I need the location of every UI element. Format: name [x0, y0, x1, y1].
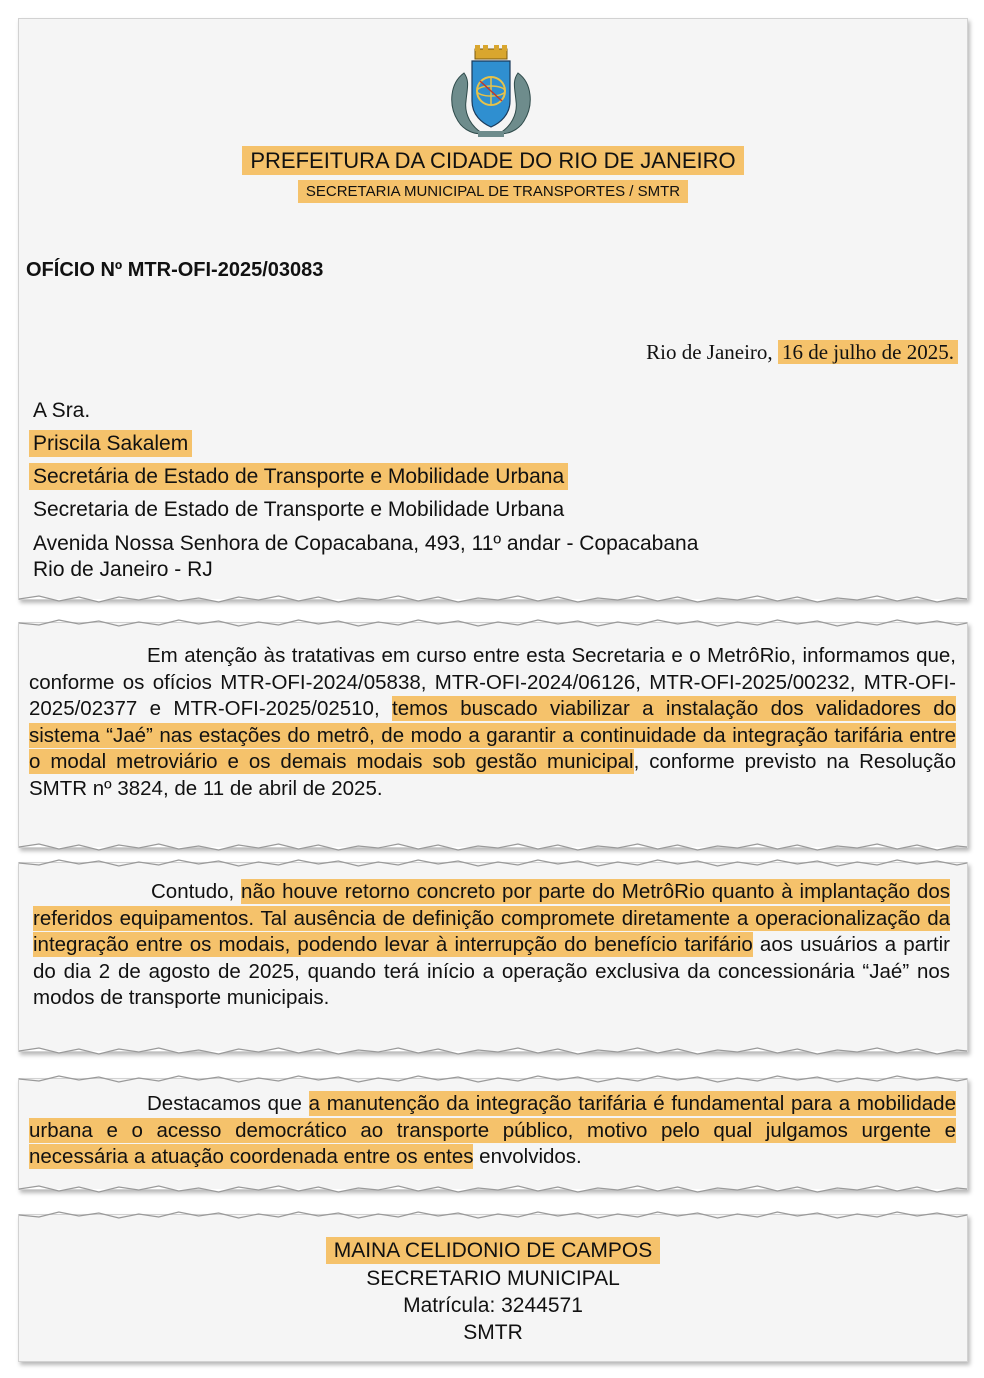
- city-coat-of-arms-icon: [442, 43, 540, 141]
- paragraph-card-1: [18, 622, 968, 848]
- torn-edge-divider: [19, 1044, 967, 1058]
- recipient-salutation: A Sra.: [33, 399, 91, 422]
- torn-edge-divider: [19, 592, 967, 606]
- recipient-address: Avenida Nossa Senhora de Copacabana, 493, 11º andar - Copacabana: [33, 532, 699, 555]
- torn-edge-divider: [19, 616, 967, 630]
- paragraph-2-highlight: não houve retorno concreto por parte do MetrôRio quanto à implantação dos referidos equipamentos. Tal ausência de definição compromete diretamente a operacionalização da integração entre os modais, podendo levar à interrupção do benefício tarifário: [33, 880, 950, 956]
- paragraph-1-highlight: temos buscado viabilizar a instalação dos validadores do sistema “Jaé” nas estações do metrô, de modo a garantir a continuidade da integração tarifária entre o modal metroviário e os demais modais sob gestão municipal: [29, 697, 957, 773]
- date-value: 16 de julho de 2025.: [778, 340, 958, 364]
- prefeitura-heading: PREFEITURA DA CIDADE DO RIO DE JANEIRO: [19, 145, 967, 177]
- signature-card: [18, 1214, 968, 1362]
- signatory-role: SECRETARIO MUNICIPAL: [366, 1267, 620, 1290]
- torn-edge-divider: [19, 840, 967, 854]
- torn-edge-divider: [19, 1208, 967, 1222]
- letter-date: [646, 337, 958, 367]
- recipient-city: Rio de Janeiro - RJ: [33, 558, 213, 581]
- paragraph-1: Em atenção às tratativas em curso entre esta Secretaria e o MetrôRio, informamos que, conforme os ofícios MTR-OFI-2024/05838, MTR-OFI-2024/06126, MTR-OFI-2025/00232, MTR-OFI-2025/02377 e MTR-OFI-2025/02510, temos buscado viabilizar a instalação dos validadores do sistema “Jaé” nas estações do metrô, de modo a garantir a continuidade da integração tarifária entre o modal metroviário e os demais modais sob gestão municipal, conforme previsto na Resolução SMTR nº 3824, de 11 de abril de 2025.: [29, 644, 957, 800]
- torn-edge-divider: [19, 1182, 967, 1196]
- oficio-number: OFÍCIO Nº MTR-OFI-2025/03083: [26, 259, 324, 281]
- date-prefix: Rio de Janeiro,: [646, 340, 773, 364]
- torn-edge-divider: [19, 856, 967, 870]
- torn-edge-divider: [19, 1072, 967, 1086]
- secretaria-subheading: SECRETARIA MUNICIPAL DE TRANSPORTES / SMTR: [19, 179, 967, 205]
- recipient-title: Secretária de Estado de Transporte e Mobilidade Urbana: [33, 463, 568, 491]
- signatory-name: MAINA CELIDONIO DE CAMPOS: [19, 1237, 967, 1264]
- signatory-org: SMTR: [463, 1321, 523, 1344]
- paragraph-3-highlight: a manutenção da integração tarifária é fundamental para a mobilidade urbana e o acesso democrático ao transporte público, motivo pelo qual julgamos urgente e necessária a atuação coordenada entre os entes: [29, 1092, 956, 1168]
- paragraph-card-2: [18, 862, 968, 1052]
- paragraph-2: Contudo, não houve retorno concreto por parte do MetrôRio quanto à implantação dos referidos equipamentos. Tal ausência de definição compromete diretamente a operacionalização da integração entre os modais, podendo levar à interrupção do benefício tarifário aos usuários a partir do dia 2 de agosto de 2025, quando terá início a operação exclusiva da concessionária “Jaé” nos modos de transporte municipais.: [33, 880, 950, 1009]
- recipient-name: Priscila Sakalem: [33, 430, 192, 458]
- recipient-organization: Secretaria de Estado de Transporte e Mobilidade Urbana: [33, 498, 565, 521]
- paragraph-3: Destacamos que a manutenção da integração tarifária é fundamental para a mobilidade urbana e o acesso democrático ao transporte público, motivo pelo qual julgamos urgente e necessária a atuação coordenada entre os entes envolvidos.: [29, 1092, 956, 1168]
- paragraph-card-3: [18, 1078, 968, 1190]
- signatory-registration: Matrícula: 3244571: [403, 1294, 583, 1317]
- letterhead-card: [18, 18, 968, 600]
